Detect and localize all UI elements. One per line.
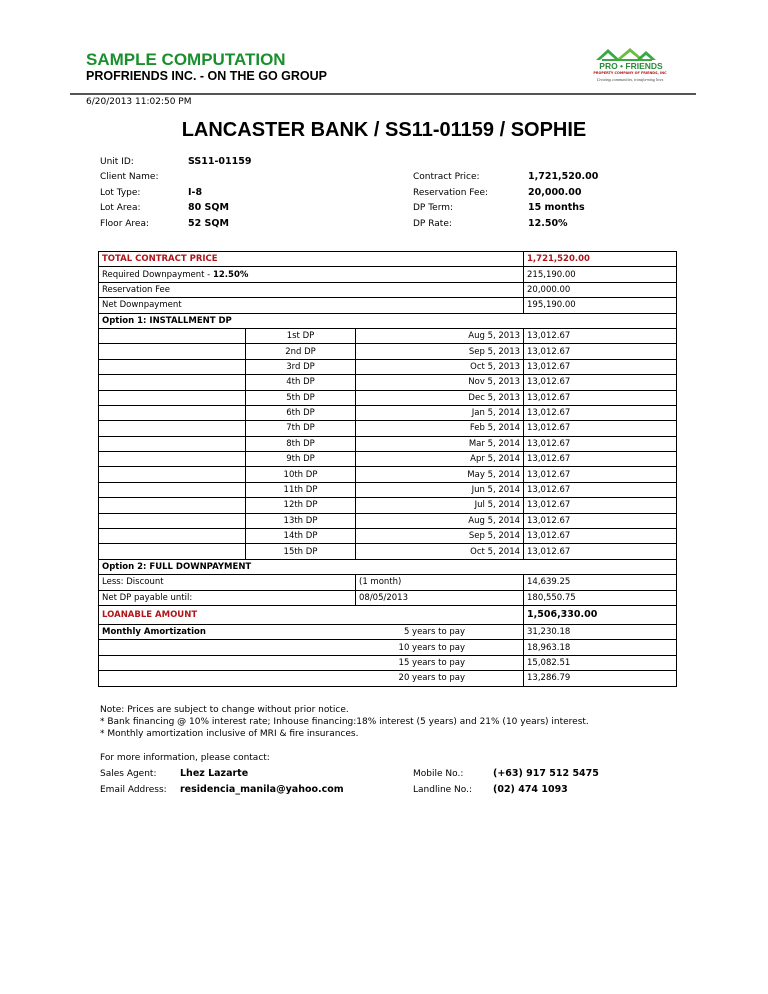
note-line: Note: Prices are subject to change without prior notice. (100, 705, 349, 715)
net-dp-value: 195,190.00 (524, 298, 677, 313)
installment-row (99, 452, 677, 467)
unit-id-label: Unit ID: (100, 157, 134, 167)
installment-blank (99, 390, 246, 405)
installment-row (99, 421, 677, 436)
installment-blank (99, 328, 246, 343)
installment-number: 4th DP (246, 375, 356, 390)
logo-tagline: Creating communities, transforming lives (596, 77, 664, 82)
installment-amount: 13,012.67 (524, 421, 677, 436)
installment-row (99, 359, 677, 374)
installment-blank (99, 482, 246, 497)
installment-amount: 13,012.67 (524, 544, 677, 559)
note-line: * Monthly amortization inclusive of MRI & fire insurances. (100, 729, 359, 739)
lot-type-value: I-8 (188, 187, 203, 198)
required-dp-label: Required Downpayment - (102, 269, 211, 280)
required-dp-value: 215,190.00 (524, 267, 677, 282)
table-row (99, 298, 677, 313)
email-label: Email Address: (100, 785, 167, 795)
logo-text: PRO • FRIENDS (599, 61, 663, 71)
profriends-logo (582, 46, 674, 90)
installment-date: Oct 5, 2014 (356, 544, 524, 559)
loanable-value: 1,506,330.00 (524, 605, 677, 624)
installment-row (99, 436, 677, 451)
unit-id-value: SS11-01159 (188, 156, 252, 167)
installment-date: Nov 5, 2013 (356, 375, 524, 390)
dp-term-label: DP Term: (413, 203, 454, 213)
installment-blank (99, 544, 246, 559)
landline-value: (02) 474 1093 (493, 784, 568, 795)
installment-amount: 13,012.67 (524, 328, 677, 343)
installment-row (99, 328, 677, 343)
installment-row (99, 482, 677, 497)
reservation-fee-label: Reservation Fee: (413, 188, 489, 198)
contract-price-label: Contract Price: (413, 172, 480, 182)
installment-row (99, 405, 677, 420)
amortization-amount: 31,230.18 (524, 624, 677, 639)
amortization-term: 15 years to pay (246, 655, 524, 670)
amortization-blank (99, 671, 246, 686)
sales-agent-value: Lhez Lazarte (180, 768, 249, 779)
table-row (99, 252, 677, 267)
table-row (99, 559, 677, 574)
installment-amount: 13,012.67 (524, 498, 677, 513)
amortization-row (99, 640, 677, 655)
installment-amount: 13,012.67 (524, 436, 677, 451)
floor-area-label: Floor Area: (100, 219, 149, 229)
installment-row (99, 375, 677, 390)
installment-date: Sep 5, 2013 (356, 344, 524, 359)
dp-term-value: 15 months (528, 202, 585, 213)
installment-amount: 13,012.67 (524, 467, 677, 482)
table-row (99, 282, 677, 297)
mobile-label: Mobile No.: (413, 769, 464, 779)
installment-date: Aug 5, 2014 (356, 513, 524, 528)
installment-number: 3rd DP (246, 359, 356, 374)
installment-amount: 13,012.67 (524, 405, 677, 420)
email-value[interactable]: residencia_manila@yahoo.com (180, 784, 344, 795)
installment-date: Apr 5, 2014 (356, 452, 524, 467)
installment-date: Jun 5, 2014 (356, 482, 524, 497)
installment-number: 14th DP (246, 529, 356, 544)
tcp-value: 1,721,520.00 (524, 252, 677, 267)
reservation-fee-value: 20,000.00 (528, 187, 582, 198)
installment-blank (99, 421, 246, 436)
table-row (99, 590, 677, 605)
client-name-label: Client Name: (100, 172, 159, 182)
amortization-label: Monthly Amortization (99, 624, 246, 639)
installment-amount: 13,012.67 (524, 513, 677, 528)
computation-table (98, 251, 677, 687)
contract-price-value: 1,721,520.00 (528, 171, 599, 182)
lot-area-value: 80 SQM (188, 202, 229, 213)
amortization-row (99, 671, 677, 686)
installment-row (99, 513, 677, 528)
installment-number: 9th DP (246, 452, 356, 467)
installment-row (99, 544, 677, 559)
installment-row (99, 498, 677, 513)
document-title: SAMPLE COMPUTATION (86, 50, 286, 69)
required-dp-cell (99, 267, 524, 282)
note-line: * Bank financing @ 10% interest rate; Inhouse financing:18% interest (5 years) and 21% (10 years) interest. (100, 717, 589, 727)
installment-number: 13th DP (246, 513, 356, 528)
lot-type-label: Lot Type: (100, 188, 141, 198)
amortization-term: 10 years to pay (246, 640, 524, 655)
installment-date: Jul 5, 2014 (356, 498, 524, 513)
installment-amount: 13,012.67 (524, 359, 677, 374)
installment-date: Feb 5, 2014 (356, 421, 524, 436)
net-dp-payable-date: 08/05/2013 (356, 590, 524, 605)
installment-blank (99, 436, 246, 451)
installment-blank (99, 359, 246, 374)
installment-date: Jan 5, 2014 (356, 405, 524, 420)
amortization-blank (99, 640, 246, 655)
installment-number: 2nd DP (246, 344, 356, 359)
installment-number: 1st DP (246, 328, 356, 343)
amortization-row (99, 655, 677, 670)
installment-amount: 13,012.67 (524, 529, 677, 544)
print-datetime: 6/20/2013 11:02:50 PM (86, 97, 192, 107)
lot-area-label: Lot Area: (100, 203, 141, 213)
table-row (99, 267, 677, 282)
installment-date: Sep 5, 2014 (356, 529, 524, 544)
installment-blank (99, 452, 246, 467)
logo-subtext: PROPERTY COMPANY OF FRIENDS, INC (593, 71, 667, 75)
table-row (99, 575, 677, 590)
installment-number: 6th DP (246, 405, 356, 420)
amortization-blank (99, 655, 246, 670)
installment-number: 12th DP (246, 498, 356, 513)
mobile-value: (+63) 917 512 5475 (493, 768, 599, 779)
table-row (99, 624, 677, 639)
installment-date: Mar 5, 2014 (356, 436, 524, 451)
installment-date: Dec 5, 2013 (356, 390, 524, 405)
installment-number: 5th DP (246, 390, 356, 405)
installment-row (99, 344, 677, 359)
contact-intro: For more information, please contact: (100, 753, 270, 763)
net-dp-label: Net Downpayment (99, 298, 524, 313)
installment-number: 15th DP (246, 544, 356, 559)
company-subtitle: PROFRIENDS INC. - ON THE GO GROUP (86, 69, 327, 83)
reservation-fee-row-value: 20,000.00 (524, 282, 677, 297)
installment-date: Aug 5, 2013 (356, 328, 524, 343)
tcp-label: TOTAL CONTRACT PRICE (99, 252, 524, 267)
installment-blank (99, 344, 246, 359)
dp-rate-label: DP Rate: (413, 219, 452, 229)
amortization-amount: 18,963.18 (524, 640, 677, 655)
installment-amount: 13,012.67 (524, 482, 677, 497)
option2-label: Option 2: FULL DOWNPAYMENT (99, 559, 677, 574)
amortization-term: 5 years to pay (246, 624, 524, 639)
installment-date: May 5, 2014 (356, 467, 524, 482)
floor-area-value: 52 SQM (188, 218, 229, 229)
installment-row (99, 529, 677, 544)
amortization-amount: 13,286.79 (524, 671, 677, 686)
loanable-label: LOANABLE AMOUNT (99, 605, 524, 624)
installment-amount: 13,012.67 (524, 452, 677, 467)
table-row (99, 605, 677, 624)
installment-blank (99, 405, 246, 420)
installment-blank (99, 375, 246, 390)
amortization-amount: 15,082.51 (524, 655, 677, 670)
amortization-term: 20 years to pay (246, 671, 524, 686)
sales-agent-label: Sales Agent: (100, 769, 157, 779)
installment-blank (99, 498, 246, 513)
installment-number: 7th DP (246, 421, 356, 436)
installment-amount: 13,012.67 (524, 375, 677, 390)
installment-number: 10th DP (246, 467, 356, 482)
notes-block (100, 704, 589, 740)
reservation-fee-row-label: Reservation Fee (99, 282, 524, 297)
discount-value: 14,639.25 (524, 575, 677, 590)
landline-label: Landline No.: (413, 785, 473, 795)
required-dp-rate: 12.50% (212, 269, 249, 280)
installment-row (99, 390, 677, 405)
installment-amount: 13,012.67 (524, 390, 677, 405)
installment-amount: 13,012.67 (524, 344, 677, 359)
installment-blank (99, 513, 246, 528)
installment-blank (99, 467, 246, 482)
header-divider (70, 93, 696, 95)
installment-row (99, 467, 677, 482)
net-dp-payable-label: Net DP payable until: (99, 590, 356, 605)
discount-label: Less: Discount (99, 575, 356, 590)
option1-label: Option 1: INSTALLMENT DP (99, 313, 677, 328)
net-dp-payable-value: 180,550.75 (524, 590, 677, 605)
installment-number: 11th DP (246, 482, 356, 497)
table-row (99, 313, 677, 328)
installment-blank (99, 529, 246, 544)
discount-term: (1 month) (356, 575, 524, 590)
installment-number: 8th DP (246, 436, 356, 451)
dp-rate-value: 12.50% (528, 218, 568, 229)
property-title: LANCASTER BANK / SS11-01159 / SOPHIE (181, 119, 587, 141)
installment-date: Oct 5, 2013 (356, 359, 524, 374)
